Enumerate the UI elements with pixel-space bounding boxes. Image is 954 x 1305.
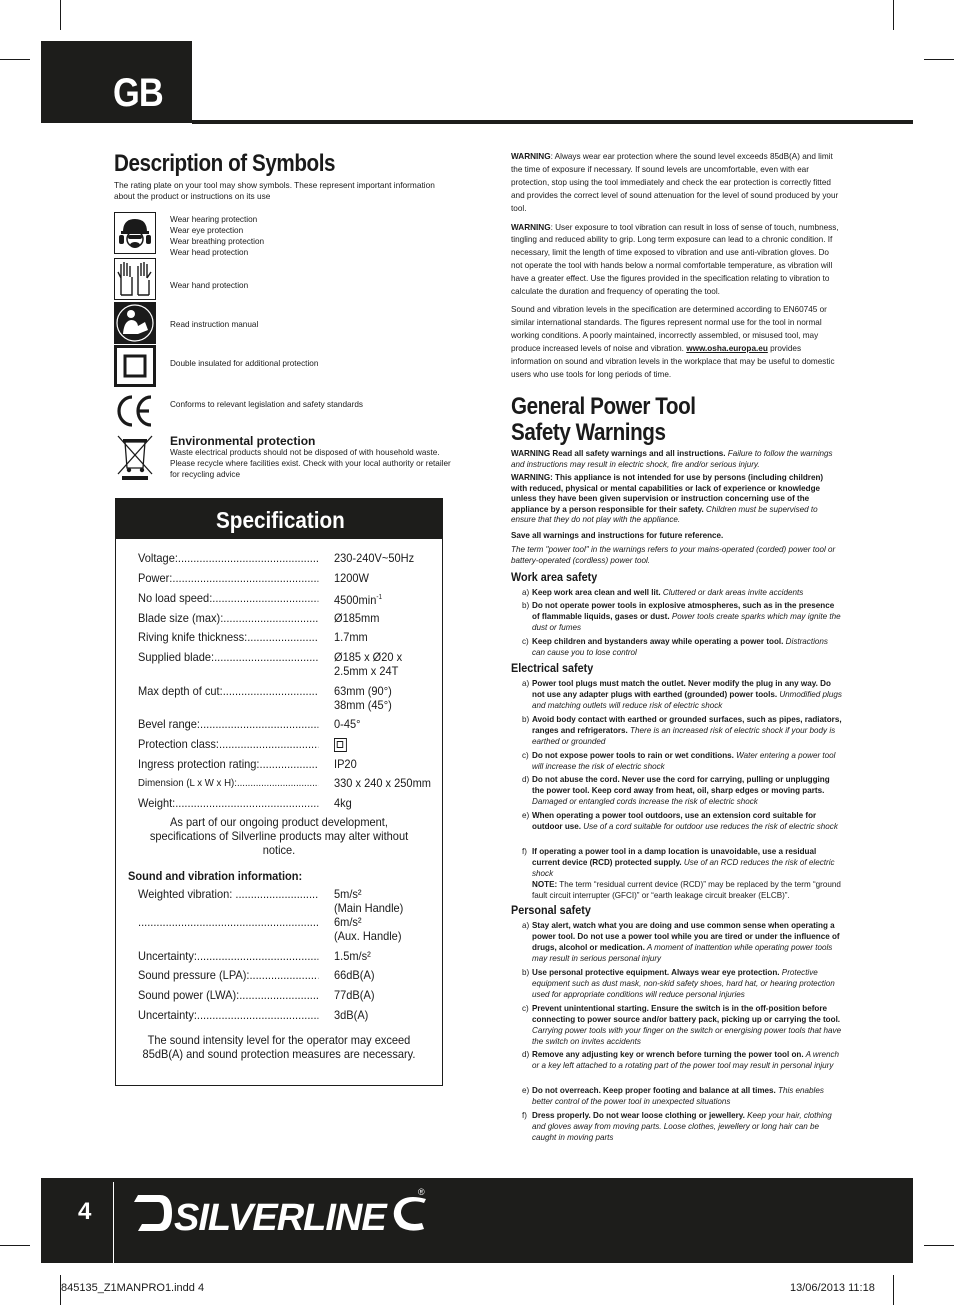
spec-value: 63mm (90°) 38mm (45°)	[334, 684, 392, 712]
warning-label: WARNING	[511, 152, 551, 161]
item-letter: f)	[522, 1111, 527, 1120]
country-code: GB	[113, 71, 163, 115]
item-text	[532, 636, 842, 658]
item-text	[532, 1049, 842, 1071]
item-italic: Use of a cord suitable for outdoor use reduces the risk of electric shock	[581, 822, 838, 831]
levels-text: Sound and vibration levels in the specification are determined according to EN60745 or similar international standards. The figures represent normal use for the tool in normal working conditions. A poorly maintained, incorrectly assembled, or misused tool, may produce increased levels of noise and vibration.	[511, 304, 827, 353]
item-letter: b)	[522, 968, 530, 977]
item-letter: d)	[522, 1050, 530, 1059]
warning-bold: WARNING Read all safety warnings and all instructions.	[511, 449, 726, 458]
warning-text: : User exposure to tool vibration can result in loss of sense of touch, numbness, tingling and reduced ability to grip. Long term exposure can lead to a chronic condition. If necessary, limit the length of time exposed to vibration and use anti-vibration gloves. Do not operate the tool with hands below a normal comfortable temperature, as vibration will have a greater effect. Use the figures provided in the specification relating to vibration to calculate the duration and frequency of operating the tool.	[511, 222, 839, 297]
spec-label: Dimension (L x W x H): .....	[138, 776, 318, 790]
term-note: The term "power tool" in the warnings refers to your mains-operated (corded) power tool or battery-operated (cordless) power tool.	[511, 545, 836, 565]
item-letter: c)	[522, 751, 529, 760]
symbol-text-gloves: Wear hand protection	[170, 281, 249, 290]
ce-mark-icon	[114, 390, 156, 432]
specification-header	[116, 499, 442, 539]
item-letter: a)	[522, 679, 530, 688]
section-personal-title: Personal safety	[511, 903, 591, 917]
warning-label: WARNING	[511, 222, 551, 232]
spec-label: Power: .....	[138, 571, 318, 585]
spec-label: Riving knife thickness: .....	[138, 630, 318, 644]
specification-note: As part of our ongoing product development, specifications of Silverline products may alter without notice.	[149, 815, 409, 857]
title-line: General Power Tool	[511, 393, 696, 420]
item-note: The term “residual current device (RCD)” may be replaced by the term “ground fault circuit interrupter (GFCI)” or “earth leakage circuit breaker (ELCB)”.	[532, 880, 841, 900]
symbols-intro: The rating plate on your tool may show symbols. These represent important information about the product or instructions on its use	[114, 180, 435, 201]
ppe-head-icon	[114, 212, 156, 254]
item-italic: Unmodified plugs and matching outlets will reduce risk of electric shock	[532, 690, 842, 710]
spec-value	[334, 737, 347, 754]
crop-mark	[0, 1245, 30, 1246]
item-italic: Carrying power tools with your finger on the switch or energising power tools that have the switch on invites accidents	[532, 1026, 842, 1046]
spec-value	[334, 591, 382, 607]
spec-value: Ø185 x Ø20 x 2.5mm x 24T	[334, 650, 403, 678]
item-text	[532, 810, 842, 832]
save-note: Save all warnings and instructions for future reference.	[511, 531, 724, 540]
warning-text: : Always wear ear protection where the sound level exceeds 85dB(A) and limit the time of exposure if necessary. If sound levels are uncomfortable, even with ear protection, stop using the tool immediately and check the ear protection is correctly fitted and provides the correct level of sound attenuation for the level of sound produced by your tool.	[511, 152, 839, 213]
item-text	[532, 1110, 842, 1143]
item-italic: Power tools create sparks which may ignite the dust or fumes	[532, 612, 841, 632]
sound-value: 77dB(A)	[334, 988, 375, 1002]
specification-title: Specification	[216, 507, 345, 533]
item-italic: Use of an RCD reduces the risk of electric shock	[532, 858, 835, 878]
sound-value: 66dB(A)	[334, 968, 375, 982]
item-italic: Distractions can cause you to lose control	[532, 637, 828, 657]
item-bold: Power tool plugs must match the outlet. Never modify the plug in any way. Do not use any adapter plugs with earthed (grounded) power tools.	[532, 679, 831, 699]
spec-label: Max depth of cut: .....	[138, 684, 318, 698]
warning-vibration	[511, 222, 839, 299]
item-text	[532, 750, 842, 772]
spec-value: 0-45°	[334, 717, 361, 731]
crop-mark	[0, 59, 30, 60]
general-safety-title	[511, 394, 696, 446]
sound-label: Sound power (LWA): .....	[138, 988, 318, 1002]
section-work-area-title: Work area safety	[511, 570, 598, 584]
warning-hearing	[511, 151, 839, 216]
item-bold: When operating a power tool outdoors, use an extension cord suitable for outdoor use.	[532, 811, 817, 831]
item-text	[532, 714, 842, 747]
header-rule	[192, 120, 913, 124]
item-letter: b)	[522, 601, 530, 610]
symbol-text-environmental	[170, 435, 452, 480]
spec-value: Ø185mm	[334, 611, 380, 625]
item-letter: c)	[522, 1004, 529, 1013]
item-letter: f)	[522, 847, 527, 856]
environmental-title: Environmental protection	[170, 434, 316, 448]
wheelie-bin-crossed-icon	[114, 432, 156, 484]
item-letter: a)	[522, 921, 530, 930]
item-text	[532, 1003, 842, 1047]
sound-value: 3dB(A)	[334, 1008, 369, 1022]
crop-mark	[924, 59, 954, 60]
sound-label: Uncertainty: .....	[138, 1008, 318, 1022]
manual-icon	[114, 302, 156, 344]
spec-label: No load speed: .....	[138, 591, 318, 605]
spec-label: Supplied blade: .....	[138, 650, 318, 664]
item-text	[532, 1085, 842, 1107]
item-italic: Damaged or entangled cords increase the risk of electric shock	[532, 797, 758, 806]
symbol-line: Wear hearing protection	[170, 215, 258, 224]
levels-info	[511, 304, 839, 381]
item-italic: Water entering a power tool will increase the risk of electric shock	[532, 751, 836, 771]
spec-label: Ingress protection rating: .....	[138, 757, 318, 771]
symbol-text-double-insulated: Double insulated for additional protection	[170, 359, 319, 368]
item-text	[532, 600, 842, 633]
spec-value: 1200W	[334, 571, 369, 585]
page-number: 4	[78, 1198, 92, 1225]
warning-italic: Children must be supervised to ensure that they do not play with the appliance.	[511, 504, 818, 525]
item-bold: Prevent unintentional starting. Ensure the switch is in the off-position before connecting to power source and/or battery pack, picking up or carrying the tool.	[532, 1004, 841, 1024]
spec-label: Voltage: .....	[138, 551, 318, 565]
title-line: Safety Warnings	[511, 419, 666, 446]
sound-value: 6m/s² (Aux. Handle)	[334, 915, 402, 943]
item-text	[532, 774, 842, 807]
item-letter: b)	[522, 715, 530, 724]
footer-divider	[113, 1182, 114, 1263]
item-bold: Do not operate power tools in explosive atmospheres, such as in the presence of flammable liquids, gases or dust.	[532, 601, 835, 621]
levels-text: provides information on sound and vibration levels in the workplace that may be useful to domestic users who use tools for long periods of time.	[511, 343, 835, 379]
symbol-text-manual: Read instruction manual	[170, 320, 259, 329]
item-bold: Do not expose power tools to rain or wet conditions.	[532, 751, 734, 760]
sound-label	[138, 915, 318, 929]
specification-box	[115, 498, 443, 1086]
sound-label: Sound pressure (LPA): .....	[138, 968, 318, 982]
item-text	[532, 587, 842, 598]
crop-mark	[60, 0, 61, 30]
sound-vibration-heading: Sound and vibration information:	[128, 869, 303, 883]
sound-note: The sound intensity level for the operator may exceed 85dB(A) and sound protection measures are necessary.	[142, 1033, 416, 1061]
item-text	[532, 967, 842, 1000]
item-bold: Use personal protective equipment. Always wear eye protection.	[532, 968, 780, 977]
registered-mark: ®	[418, 1187, 425, 1197]
item-bold: Keep work area clean and well lit.	[532, 588, 661, 597]
item-text	[532, 920, 842, 964]
spec-value: IP20	[334, 757, 357, 771]
double-insulated-icon	[114, 345, 156, 387]
spec-label: Bevel range: .....	[138, 717, 318, 731]
spec-value: 330 x 240 x 250mm	[334, 776, 431, 790]
symbol-line: Wear head protection	[170, 248, 249, 257]
item-bold: Stay alert, watch what you are doing and use common sense when operating a power tool. Do not use a power tool while you are tired or under the influence of drugs, alcohol or medication.	[532, 921, 840, 952]
item-text	[532, 678, 842, 711]
logo-wordmark: SILVERLINE	[174, 1197, 386, 1239]
item-italic: This enables better control of the power tool in unexpected situations	[532, 1086, 824, 1106]
item-note-bold: NOTE:	[532, 880, 558, 889]
date-slug: 13/06/2013 11:18	[790, 1282, 875, 1294]
item-letter: c)	[522, 637, 529, 646]
symbol-line: Wear eye protection	[170, 226, 244, 235]
item-italic: There is an increased risk of electric shock if your body is earthed or grounded	[532, 726, 836, 746]
item-italic: A moment of inattention while operating power tools may result in serious personal injury	[532, 943, 833, 963]
file-slug: 845135_Z1MANPRO1.indd 4	[61, 1282, 205, 1294]
item-bold: Keep children and bystanders away while operating a power tool.	[532, 637, 784, 646]
protection-class-ii-icon	[334, 738, 347, 752]
item-letter: e)	[522, 811, 530, 820]
sound-value: 5m/s² (Main Handle)	[334, 887, 404, 915]
warnings-intro	[511, 151, 839, 381]
spec-value-text: 4500min	[334, 593, 377, 607]
item-bold: Dress properly. Do not wear loose clothing or jewellery.	[532, 1111, 745, 1120]
symbols-title: Description of Symbols	[114, 150, 336, 177]
item-letter: a)	[522, 588, 530, 597]
osha-link[interactable]: www.osha.europa.eu	[686, 343, 768, 353]
item-italic: Protective equipment such as dust mask, non-skid safety shoes, hard hat, or hearing protection used for appropriate conditions will reduce personal injuries	[532, 968, 835, 999]
spec-value: 4kg	[334, 796, 352, 810]
item-bold: Do not abuse the cord. Never use the cord for carrying, pulling or unplugging the power tool. Keep cord away from heat, oil, sharp edges or moving parts.	[532, 775, 830, 795]
item-text	[532, 846, 842, 901]
crop-mark	[893, 1275, 894, 1305]
sound-label: Weighted vibration: .....	[138, 887, 318, 901]
country-tab	[41, 41, 192, 123]
spec-label: Weight: .....	[138, 796, 318, 810]
item-bold: Avoid body contact with earthed or grounded surfaces, such as pipes, radiators, ranges and refrigerators.	[532, 715, 842, 735]
sound-value: 1.5m/s²	[334, 949, 371, 963]
crop-mark	[893, 0, 894, 30]
warning-read-all	[511, 449, 841, 470]
warning-bold: WARNING: This appliance is not intended for use by persons (including children) with reduced, physical or mental capabilities or lack of experience or knowledge unless they have been given supervision or instruction concerning use of the appliance by a person responsible for their safety.	[511, 473, 824, 514]
symbol-line: Wear breathing protection	[170, 237, 265, 246]
spec-value: 1.7mm	[334, 630, 368, 644]
warning-italic: Failure to follow the warnings and instructions may result in electric shock, fire and/or serious injury.	[511, 449, 833, 469]
item-bold: If operating a power tool in a damp location is unavoidable, use a residual current device (RCD) protected supply.	[532, 847, 817, 867]
environmental-text: Waste electrical products should not be disposed of with household waste. Please recycle where facilities exist. Check with your local authority or retailer for recycling advice	[170, 448, 451, 479]
item-italic: Keep your hair, clothing and gloves away from moving parts. Loose clothes, jewellery or long hair can be caught in moving parts	[532, 1111, 832, 1142]
spec-value-superscript: -1	[376, 594, 383, 601]
item-letter: d)	[522, 775, 530, 784]
item-italic: A wrench or a key left attached to a rotating part of the power tool may result in personal injury	[532, 1050, 840, 1070]
warning-appliance	[511, 473, 841, 526]
item-italic: Cluttered or dark areas invite accidents	[660, 588, 804, 597]
item-bold: Do not overreach. Keep proper footing and balance at all times.	[532, 1086, 776, 1095]
sound-label: Uncertainty: .....	[138, 949, 318, 963]
silverline-logo	[128, 1183, 430, 1243]
gloves-icon	[114, 258, 156, 300]
spec-value: 230-240V~50Hz	[334, 551, 415, 565]
crop-mark	[924, 1245, 954, 1246]
symbol-text-ppe	[170, 214, 264, 258]
item-letter: e)	[522, 1086, 530, 1095]
symbol-text-ce: Conforms to relevant legislation and safety standards	[170, 400, 363, 409]
spec-label: Blade size (max): .....	[138, 611, 318, 625]
item-bold: Remove any adjusting key or wrench before turning the power tool on.	[532, 1050, 804, 1059]
section-electrical-title: Electrical safety	[511, 661, 594, 675]
spec-label: Protection class: .....	[138, 737, 318, 751]
